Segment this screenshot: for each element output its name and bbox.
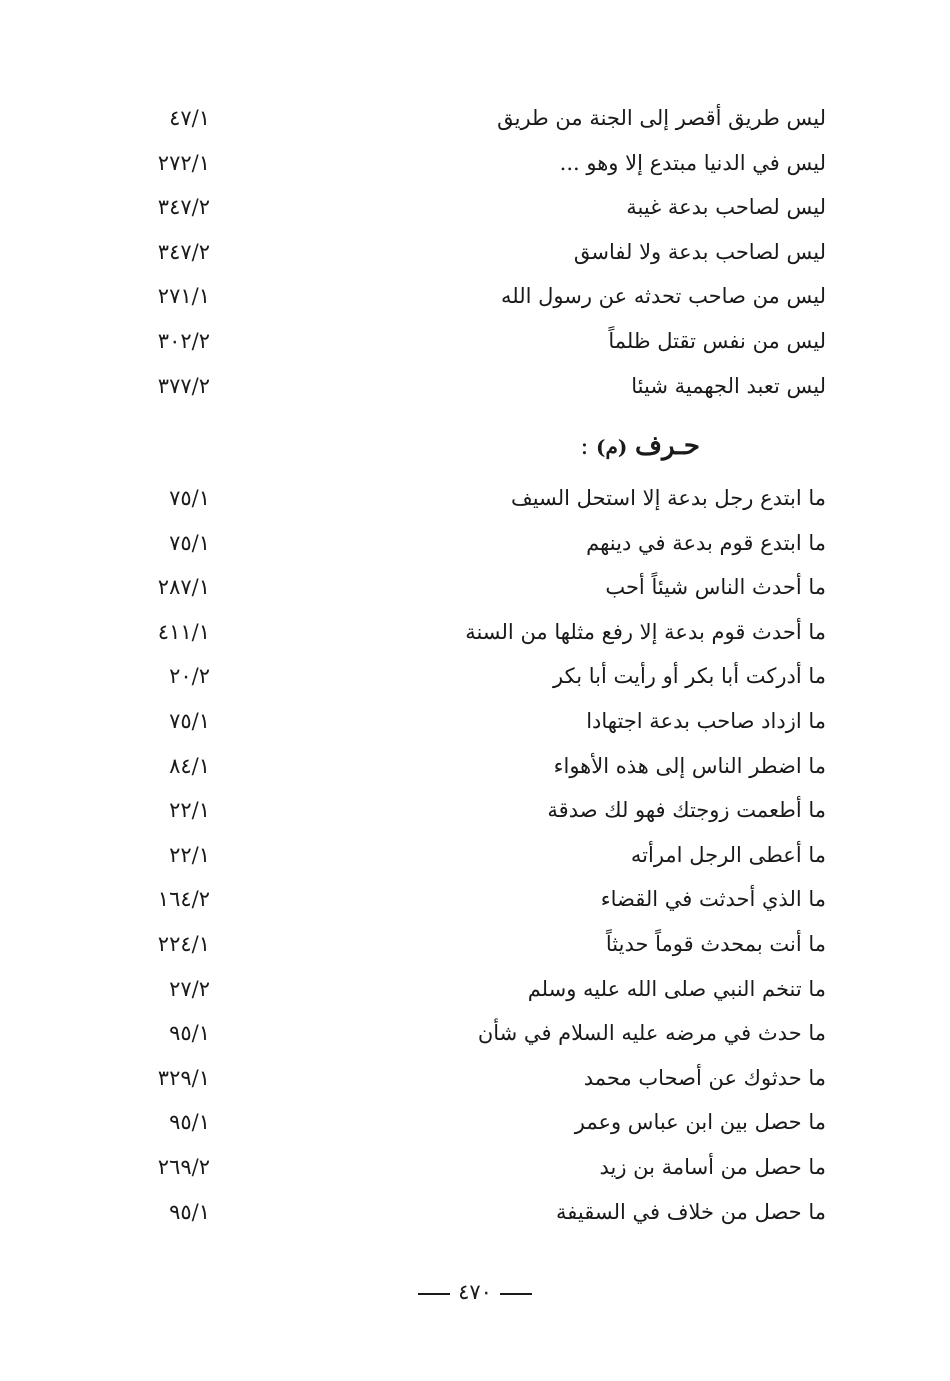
index-entry-row (100, 319, 840, 364)
entry-reference: ٨٤/١ (169, 753, 210, 778)
index-entry-row (100, 1011, 840, 1056)
entry-text: ليس من نفس تقتل ظلماً (608, 328, 826, 353)
index-entry-row (100, 230, 840, 275)
entry-text: ما أدركت أبا بكر أو رأيت أبا بكر (553, 664, 826, 689)
entry-reference: ٩٥/١ (169, 1021, 210, 1046)
index-section-ma (100, 476, 840, 1234)
entry-reference: ٧٥/١ (169, 708, 210, 733)
index-entry-row (100, 922, 840, 967)
entry-text: ليس تعبد الجهمية شيئا (631, 373, 826, 398)
entry-text: ما حدثوك عن أصحاب محمد (583, 1065, 826, 1090)
entry-reference: ٧٥/١ (169, 530, 210, 555)
entry-text: ليس من صاحب تحدثه عن رسول الله (501, 284, 826, 309)
page-number: ٤٧٠ (458, 1280, 492, 1304)
entry-reference: ٢٢٤/١ (157, 931, 210, 956)
entry-reference: ٤١١/١ (157, 619, 210, 644)
index-entry-row (100, 476, 840, 521)
index-entry-row (100, 141, 840, 186)
entry-reference: ٢٧/٢ (169, 976, 210, 1001)
entry-reference: ٣٠٢/٢ (157, 328, 210, 353)
index-entry-row (100, 1145, 840, 1190)
entry-reference: ٢٢/١ (169, 842, 210, 867)
entry-text: ما حصل بين ابن عباس وعمر (574, 1110, 826, 1135)
entry-reference: ٣٤٧/٢ (157, 195, 210, 220)
entry-reference: ٧٥/١ (169, 486, 210, 510)
index-entry-row (100, 877, 840, 922)
entry-reference: ٣٢٩/١ (157, 1065, 210, 1090)
heading-letter: (م) (596, 435, 628, 459)
index-entry-row (100, 654, 840, 699)
entry-reference: ٢٦٩/٢ (157, 1154, 210, 1179)
index-entry-row (100, 744, 840, 789)
entry-text: ليس لصاحب بدعة غيبة (626, 195, 826, 220)
index-entry-row (100, 364, 840, 409)
entry-reference: ٩٥/١ (169, 1110, 210, 1135)
entry-text: ما ازداد صاحب بدعة اجتهادا (586, 708, 826, 733)
entry-text: ما اضطر الناس إلى هذه الأهواء (553, 753, 826, 778)
entry-reference: ٢٧٢/١ (157, 150, 210, 175)
index-section-laysa (100, 96, 840, 408)
index-entry-row (100, 185, 840, 230)
entry-reference: ٢٠/٢ (169, 664, 210, 689)
index-entry-row (100, 788, 840, 833)
entry-text: ما حدث في مرضه عليه السلام في شأن (477, 1021, 826, 1046)
right-dash (500, 1293, 532, 1295)
entry-text: ليس في الدنيا مبتدع إلا وهو ... (559, 150, 826, 175)
index-entry-row (100, 96, 840, 141)
entry-reference: ١٦٤/٢ (157, 887, 210, 912)
entry-reference: ٤٧/١ (169, 106, 210, 130)
entry-reference: ٢٢/١ (169, 798, 210, 823)
entry-text: ما الذي أحدثت في القضاء (600, 887, 826, 912)
entry-text: ما أطعمت زوجتك فهو لك صدقة (547, 798, 826, 823)
entry-reference: ٢٨٧/١ (157, 575, 210, 600)
index-entry-row (100, 833, 840, 878)
index-entry-row (100, 967, 840, 1012)
entry-text: ما أحدث الناس شيئاً أحب (605, 575, 826, 600)
entry-reference: ٣٤٧/٢ (157, 239, 210, 264)
index-entry-row (100, 610, 840, 655)
index-entry-row (100, 1100, 840, 1145)
index-entry-row (100, 1190, 840, 1235)
entry-text: ليس لصاحب بدعة ولا لفاسق (573, 239, 826, 264)
heading-colon: : (580, 432, 589, 460)
entry-reference: ٣٧٧/٢ (157, 373, 210, 398)
index-entry-row (100, 1056, 840, 1101)
entry-text: ما أحدث قوم بدعة إلا رفع مثلها من السنة (465, 619, 826, 644)
entry-text: ما أنت بمحدث قوماً حديثاً (605, 931, 826, 956)
entry-text: ما أعطى الرجل امرأته (630, 842, 826, 867)
index-entry-row (100, 274, 840, 319)
index-entry-row (100, 699, 840, 744)
entry-reference: ٩٥/١ (169, 1199, 210, 1224)
index-entry-row (100, 521, 840, 566)
page-number-footer (0, 1272, 950, 1312)
entry-text: ليس طريق أقصر إلى الجنة من طريق (497, 106, 826, 130)
left-dash (418, 1293, 450, 1295)
entry-text: ما ابتدع قوم بدعة في دينهم (586, 530, 826, 555)
entry-text: ما حصل من خلاف في السقيفة (556, 1199, 826, 1224)
index-entry-row (100, 565, 840, 610)
heading-title: حـرف (635, 431, 700, 461)
section-heading-mim (100, 424, 710, 469)
entry-text: ما حصل من أسامة بن زيد (599, 1154, 826, 1179)
entry-reference: ٢٧١/١ (157, 284, 210, 309)
entry-text: ما ابتدع رجل بدعة إلا استحل السيف (510, 486, 826, 510)
entry-text: ما تنخم النبي صلى الله عليه وسلم (527, 976, 826, 1001)
